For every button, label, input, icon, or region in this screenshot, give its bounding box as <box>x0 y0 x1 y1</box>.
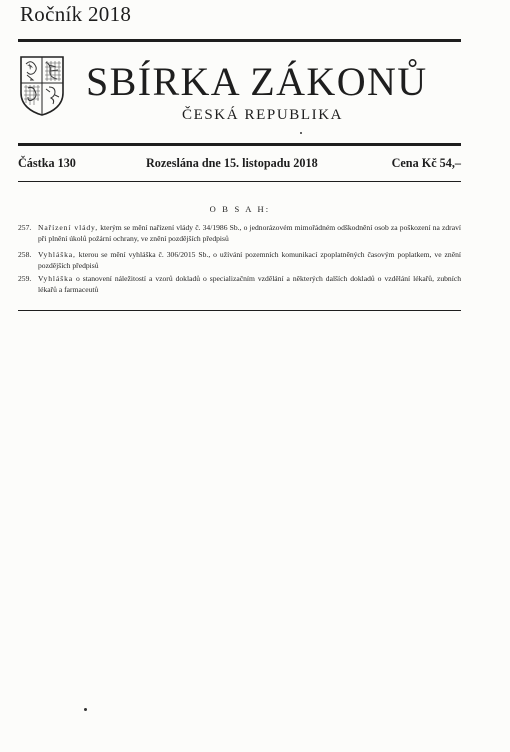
issue-info-row <box>18 156 461 172</box>
issue-price: Cena Kč 54,– <box>391 156 461 170</box>
item-number: 257. <box>18 223 32 232</box>
item-kind: Nařízení vlády, <box>38 223 99 232</box>
scan-speck <box>300 132 302 134</box>
scan-speck <box>84 708 87 711</box>
dispatch-date: Rozeslána dne 15. listopadu 2018 <box>146 156 318 170</box>
issue-number: Částka 130 <box>18 156 76 170</box>
state-emblem-icon <box>19 55 65 116</box>
info-rule <box>18 181 461 182</box>
contents-heading: O B S A H: <box>209 204 271 214</box>
item-text: kterou se mění vyhláška č. 306/2015 Sb., o užívání pozemních komunikací zpoplatněných časovým poplatkem, ve znění pozdějších předpisů <box>38 250 461 270</box>
gazette-title: SBÍRKA ZÁKONŮ <box>86 59 428 104</box>
item-text: o stanovení náležitostí a vzorů dokladů o specializačním vzdělání a některých dalších dokladů o vzdělání lékařů, zubních lékařů a farmaceutů <box>38 274 461 294</box>
country-subtitle: ČESKÁ REPUBLIKA <box>182 107 344 123</box>
item-number: 258. <box>18 250 32 259</box>
item-text: kterým se mění nařízení vlády č. 34/1986 Sb., o jednorázovém mimořádném odškodnění osob za poškození na zdraví při plnění úkolů požární ochrany, ve znění pozdějších předpisů <box>38 223 461 243</box>
contents-item <box>18 274 461 295</box>
volume-year: Ročník 2018 <box>20 2 132 26</box>
item-number: 259. <box>18 274 32 283</box>
contents-item <box>18 223 461 244</box>
contents-item <box>18 250 461 271</box>
header-rule <box>18 143 461 146</box>
item-kind: Vyhláška <box>38 274 74 283</box>
item-kind: Vyhláška, <box>38 250 76 259</box>
top-rule <box>18 39 461 42</box>
contents-end-rule <box>18 310 461 311</box>
